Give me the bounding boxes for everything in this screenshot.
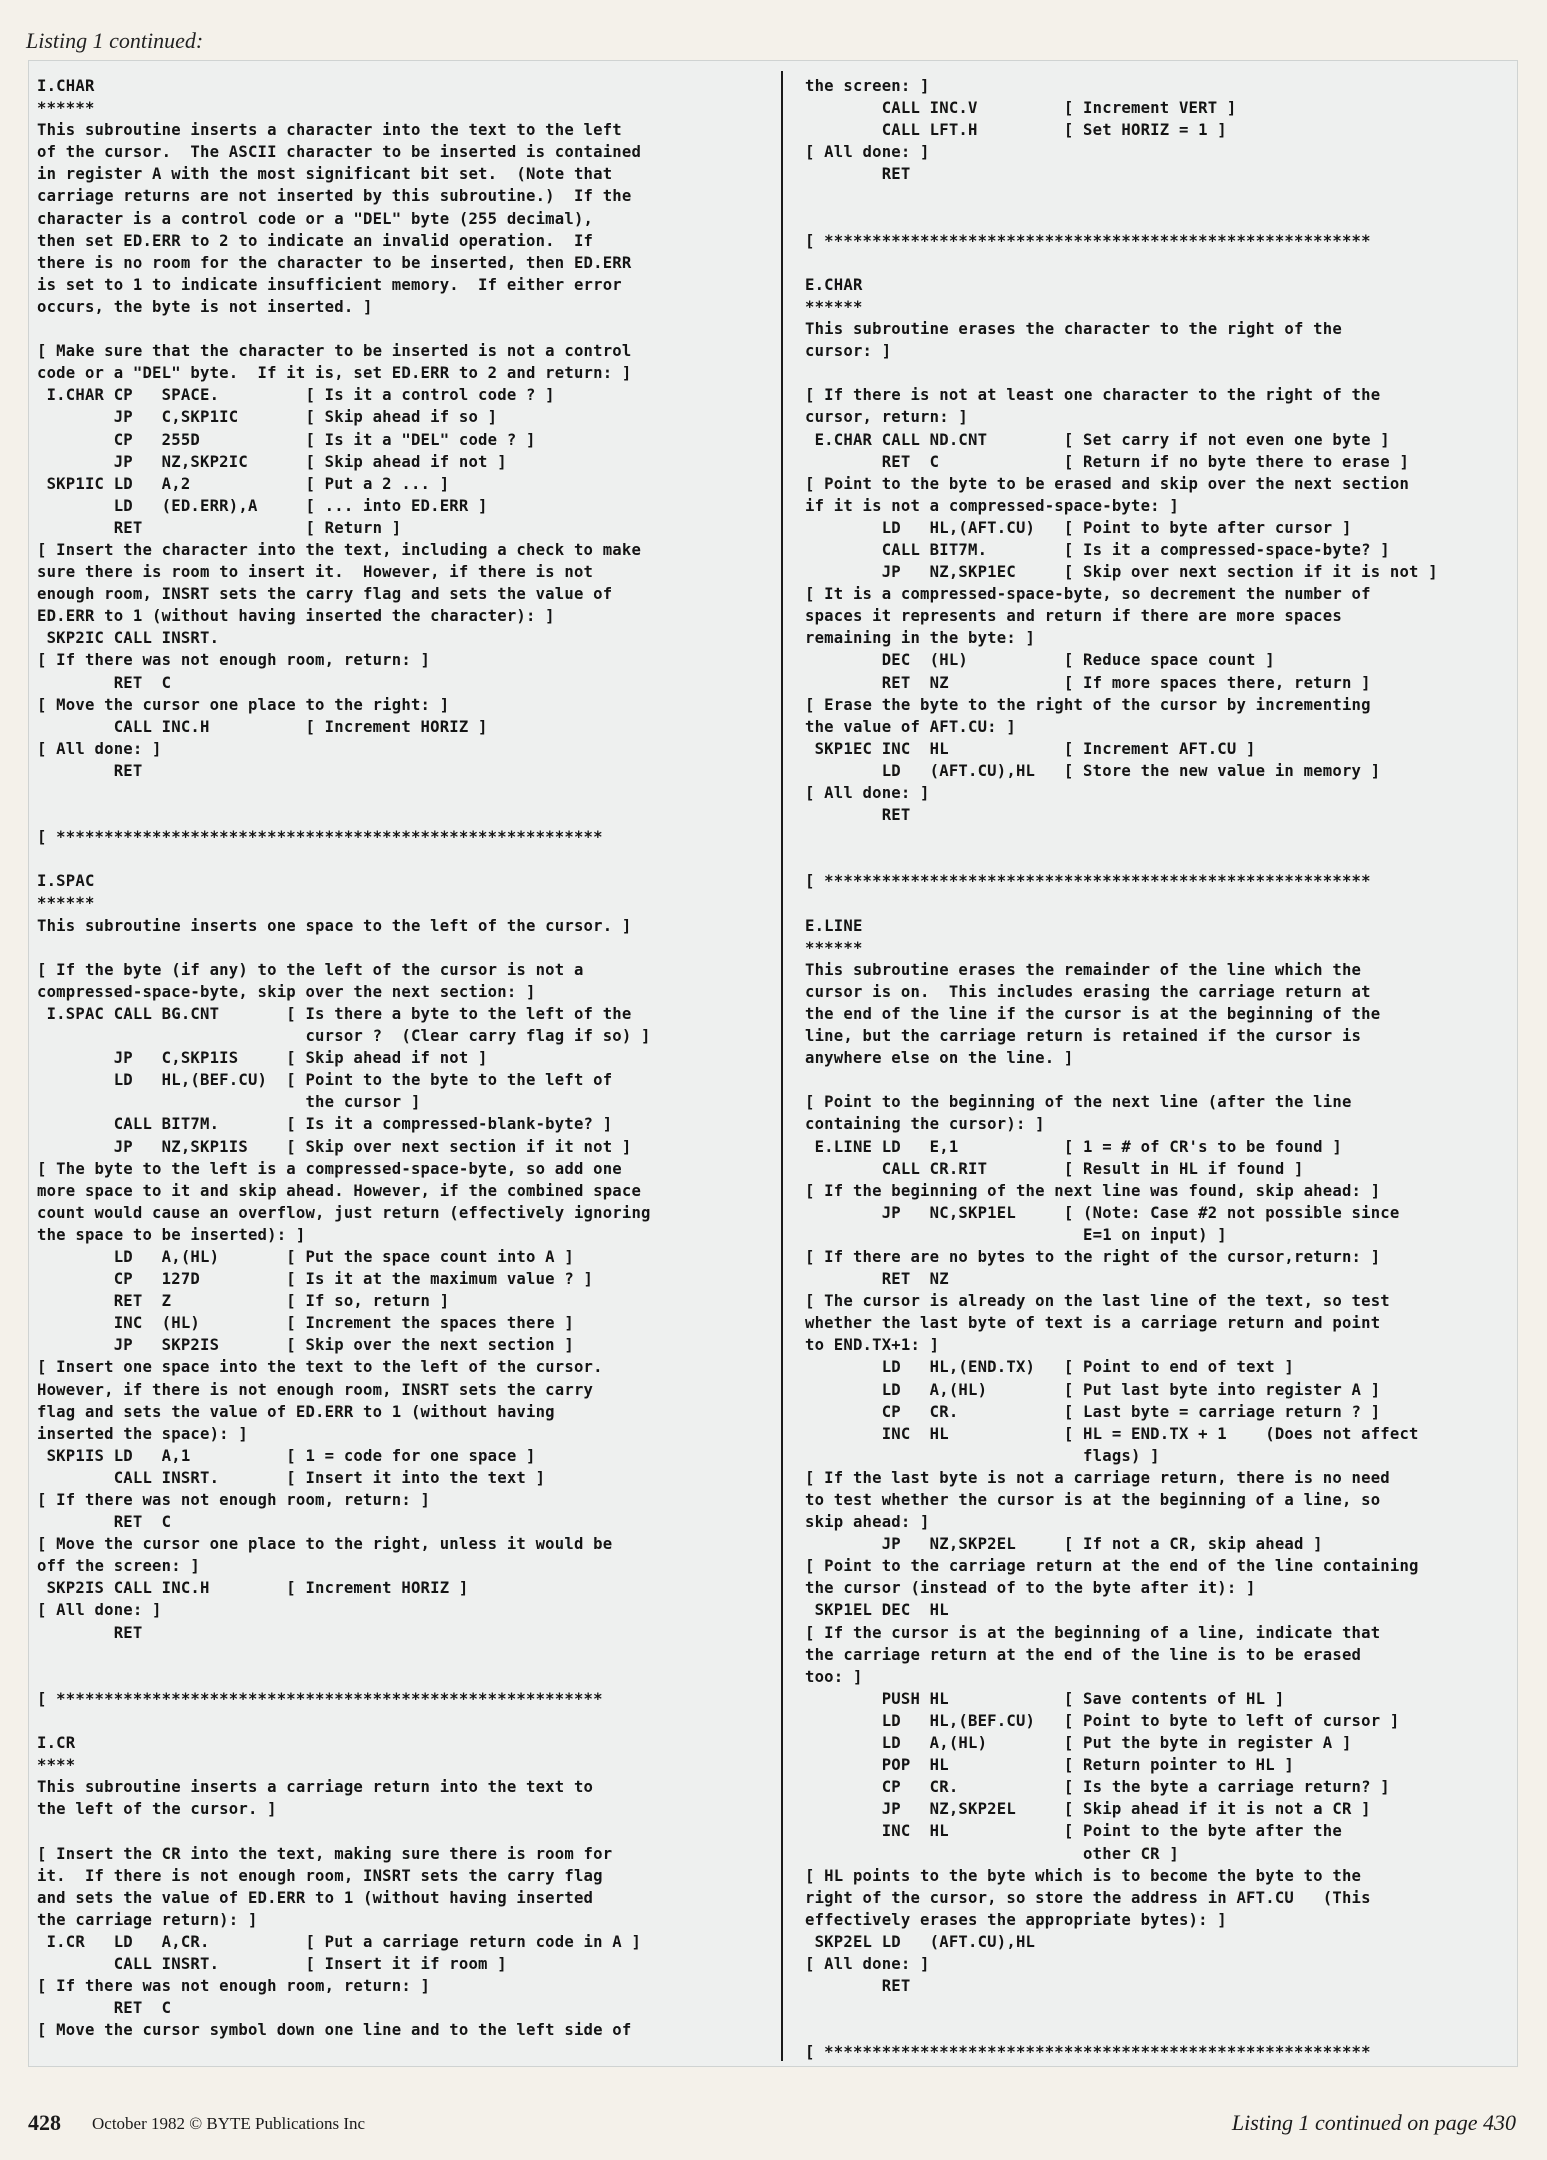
code-line: there is no room for the character to be inserted, then ED.ERR	[37, 253, 632, 272]
code-line: anywhere else on the line. ]	[805, 1049, 1074, 1068]
code-line: skip ahead: ]	[805, 1513, 930, 1532]
code-line: if it is not a compressed-space-byte: ]	[805, 496, 1179, 515]
code-line: the screen: ]	[805, 77, 930, 95]
code-line: SKP2IC CALL INSRT.	[37, 629, 220, 648]
code-line: INC (HL) [ Increment the spaces there ]	[37, 1314, 574, 1333]
code-line: [ Insert the character into the text, including a check to make	[37, 540, 642, 559]
code-line: DEC (HL) [ Reduce space count ]	[805, 651, 1275, 670]
continued-note: Listing 1 continued on page 430	[1231, 2110, 1516, 2135]
code-line: whether the last byte of text is a carriage return and point	[805, 1314, 1381, 1333]
listing-area	[28, 60, 1518, 2067]
code-line: [ All done: ]	[805, 1954, 930, 1973]
code-line: ******	[805, 938, 863, 957]
code-line: more space to it and skip ahead. However, if the combined space	[37, 1181, 642, 1200]
code-line: [ If the beginning of the next line was found, skip ahead: ]	[805, 1181, 1381, 1200]
code-line: then set ED.ERR to 2 to indicate an invalid operation. If	[37, 231, 594, 250]
code-line: CALL LFT.H [ Set HORIZ = 1 ]	[805, 121, 1227, 140]
code-line: [ Make sure that the character to be inserted is not a control	[37, 342, 632, 361]
code-line: I.CHAR CP SPACE. [ Is it a control code ? ]	[37, 386, 555, 405]
code-line: the end of the line if the cursor is at the beginning of the	[805, 1004, 1381, 1023]
code-line: [ If there was not enough room, return: ]	[37, 651, 431, 670]
code-line: [ Point to the beginning of the next line (after the line	[805, 1093, 1352, 1112]
code-line: in register A with the most significant bit set. (Note that	[37, 165, 613, 184]
code-line: JP NZ,SKP2EL [ Skip ahead if it is not a CR ]	[805, 1800, 1371, 1819]
code-line: LD A,(HL) [ Put the space count into A ]	[37, 1247, 574, 1266]
code-line: JP NZ,SKP2IC [ Skip ahead if not ]	[37, 452, 507, 471]
code-line: compressed-space-byte, skip over the next section: ]	[37, 982, 536, 1001]
code-line: [ If the cursor is at the beginning of a line, indicate that	[805, 1623, 1381, 1642]
code-line: CALL CR.RIT [ Result in HL if found ]	[805, 1159, 1304, 1178]
code-line: POP HL [ Return pointer to HL ]	[805, 1756, 1294, 1775]
code-line: E.LINE LD E,1 [ 1 = # of CR's to be found ]	[805, 1137, 1342, 1156]
code-line: E.CHAR	[805, 275, 863, 294]
code-line: ******	[37, 99, 95, 118]
code-line: I.CR	[37, 1734, 76, 1753]
code-line: RET	[805, 165, 911, 184]
code-line: [ *********************************************************	[37, 1689, 603, 1708]
code-line: to END.TX+1: ]	[805, 1336, 940, 1355]
code-line	[37, 1666, 777, 1688]
code-line: [ *********************************************************	[805, 2043, 1371, 2062]
code-line: containing the cursor): ]	[805, 1115, 1045, 1134]
code-line: LD (AFT.CU),HL [ Store the new value in memory ]	[805, 761, 1381, 780]
code-line: [ Insert one space into the text to the left of the cursor.	[37, 1358, 603, 1377]
code-line: count would cause an overflow, just return (effectively ignoring	[37, 1203, 651, 1222]
code-line	[805, 185, 1510, 207]
code-line: SKP2IS CALL INC.H [ Increment HORIZ ]	[37, 1579, 469, 1598]
code-line: RET C	[37, 1513, 172, 1532]
code-line: CP CR. [ Is the byte a carriage return? ]	[805, 1778, 1390, 1797]
code-line: CP 255D [ Is it a "DEL" code ? ]	[37, 430, 536, 449]
listing-right-column	[805, 75, 1510, 2063]
page-footer	[28, 2106, 1516, 2146]
code-line: [ Insert the CR into the text, making sure there is room for	[37, 1844, 613, 1863]
code-line: ED.ERR to 1 (without having inserted the character): ]	[37, 607, 555, 626]
code-line: [ Point to the carriage return at the end of the line containing	[805, 1557, 1419, 1576]
code-line: RET C	[37, 1999, 172, 2018]
code-line: code or a "DEL" byte. If it is, set ED.ERR to 2 and return: ]	[37, 364, 632, 383]
code-line: SKP1EC INC HL [ Increment AFT.CU ]	[805, 739, 1256, 758]
code-line	[805, 1069, 1510, 1091]
code-line: of the cursor. The ASCII character to be inserted is contained	[37, 143, 642, 162]
code-line: [ If there are no bytes to the right of the cursor,return: ]	[805, 1247, 1381, 1266]
code-line: it. If there is not enough room, INSRT sets the carry flag	[37, 1866, 603, 1885]
code-line: RET	[37, 1623, 143, 1642]
code-line: effectively erases the appropriate bytes): ]	[805, 1910, 1227, 1929]
code-line	[37, 937, 777, 959]
code-line: PUSH HL [ Save contents of HL ]	[805, 1689, 1285, 1708]
code-line: RET Z [ If so, return ]	[37, 1292, 450, 1311]
code-line: This subroutine erases the remainder of the line which the	[805, 960, 1362, 979]
code-line: RET NZ	[805, 1270, 949, 1289]
top-caption: Listing 1 continued:	[26, 28, 204, 53]
code-line	[805, 1997, 1510, 2019]
code-line: [ It is a compressed-space-byte, so decrement the number of	[805, 585, 1371, 604]
code-line: other CR ]	[805, 1844, 1179, 1863]
code-line: [ If there is not at least one character to the right of the	[805, 386, 1381, 405]
code-line: cursor is on. This includes erasing the carriage return at	[805, 982, 1371, 1001]
code-line: the value of AFT.CU: ]	[805, 717, 1016, 736]
code-line: JP C,SKP1IC [ Skip ahead if so ]	[37, 408, 498, 427]
code-line: INC HL [ Point to the byte after the	[805, 1822, 1342, 1841]
code-line: RET	[37, 761, 143, 780]
code-line: LD HL,(AFT.CU) [ Point to byte after cursor ]	[805, 518, 1352, 537]
code-line: LD HL,(END.TX) [ Point to end of text ]	[805, 1358, 1294, 1377]
code-line: E=1 on input) ]	[805, 1225, 1227, 1244]
code-line: [ All done: ]	[37, 739, 162, 758]
code-line: [ If there was not enough room, return: ]	[37, 1977, 431, 1996]
code-line: [ *********************************************************	[37, 828, 603, 847]
listing-left-column	[37, 75, 777, 2041]
code-line	[805, 252, 1510, 274]
code-line: [ Move the cursor symbol down one line and to the left side of	[37, 2021, 632, 2040]
code-line: [ All done: ]	[37, 1601, 162, 1620]
code-line: JP NZ,SKP1IS [ Skip over next section if it not ]	[37, 1137, 632, 1156]
code-line: [ All done: ]	[805, 143, 930, 162]
code-line: to test whether the cursor is at the beginning of a line, so	[805, 1491, 1381, 1509]
code-line: CALL INSRT. [ Insert it if room ]	[37, 1954, 507, 1973]
code-line: cursor ? (Clear carry flag if so) ]	[37, 1027, 651, 1046]
code-line: SKP2EL LD (AFT.CU),HL	[805, 1932, 1036, 1951]
code-line: and sets the value of ED.ERR to 1 (without having inserted	[37, 1888, 594, 1907]
code-line: E.CHAR CALL ND.CNT [ Set carry if not even one byte ]	[805, 430, 1390, 449]
code-line: right of the cursor, so store the address in AFT.CU (This	[805, 1888, 1371, 1907]
code-line: JP NZ,SKP2EL [ If not a CR, skip ahead ]	[805, 1535, 1323, 1554]
code-line: CALL INC.H [ Increment HORIZ ]	[37, 717, 488, 736]
code-line: LD HL,(BEF.CU) [ Point to the byte to the left of	[37, 1071, 613, 1090]
code-line: the cursor (instead of to the byte after it): ]	[805, 1579, 1256, 1598]
code-line: [ Point to the byte to be erased and skip over the next section	[805, 474, 1410, 493]
code-line	[37, 318, 777, 340]
code-line: SKP1IS LD A,1 [ 1 = code for one space ]	[37, 1446, 536, 1465]
code-line: [ If there was not enough room, return: ]	[37, 1491, 431, 1509]
code-line: CP CR. [ Last byte = carriage return ? ]	[805, 1402, 1381, 1421]
code-line: SKP1EL DEC HL	[805, 1601, 949, 1620]
code-line: I.CR LD A,CR. [ Put a carriage return code in A ]	[37, 1932, 642, 1951]
code-line	[37, 1644, 777, 1666]
code-line: This subroutine erases the character to the right of the	[805, 320, 1342, 339]
code-line	[37, 848, 777, 870]
code-line: I.SPAC	[37, 872, 95, 891]
code-line: LD A,(HL) [ Put last byte into register A ]	[805, 1380, 1381, 1399]
code-line: character is a control code or a "DEL" byte (255 decimal),	[37, 209, 594, 228]
code-line: JP C,SKP1IS [ Skip ahead if not ]	[37, 1049, 488, 1068]
code-line: remaining in the byte: ]	[805, 629, 1036, 648]
code-line: line, but the carriage return is retained if the cursor is	[805, 1027, 1362, 1046]
code-line: JP NC,SKP1EL [ (Note: Case #2 not possible since	[805, 1203, 1400, 1222]
code-line	[805, 362, 1510, 384]
column-divider	[781, 71, 783, 2061]
code-line: E.LINE	[805, 916, 863, 935]
code-line: LD (ED.ERR),A [ ... into ED.ERR ]	[37, 496, 488, 515]
code-line: RET C	[37, 673, 172, 692]
code-line: CP 127D [ Is it at the maximum value ? ]	[37, 1270, 594, 1289]
code-line: flag and sets the value of ED.ERR to 1 (without having	[37, 1402, 555, 1421]
code-line: the cursor ]	[37, 1093, 421, 1112]
code-line: cursor: ]	[805, 342, 892, 361]
code-line: spaces it represents and return if there are more spaces	[805, 607, 1342, 626]
code-line: enough room, INSRT sets the carry flag and sets the value of	[37, 585, 613, 604]
code-line	[805, 826, 1510, 848]
code-line: sure there is room to insert it. However, if there is not	[37, 563, 594, 582]
code-line: ******	[805, 297, 863, 316]
code-line: CALL INC.V [ Increment VERT ]	[805, 99, 1237, 118]
code-line: cursor, return: ]	[805, 408, 968, 427]
code-line	[37, 804, 777, 826]
code-line: [ If the byte (if any) to the left of the cursor is not a	[37, 960, 584, 979]
code-line: [ The cursor is already on the last line of the text, so test	[805, 1292, 1390, 1311]
code-line: occurs, the byte is not inserted. ]	[37, 297, 373, 316]
code-line: off the screen: ]	[37, 1557, 200, 1576]
code-line	[37, 1710, 777, 1732]
code-line: inserted the space): ]	[37, 1424, 248, 1443]
code-line: CALL BIT7M. [ Is it a compressed-space-byte? ]	[805, 540, 1390, 559]
code-line: This subroutine inserts a character into the text to the left	[37, 121, 622, 140]
code-line: This subroutine inserts a carriage return into the text to	[37, 1778, 594, 1797]
code-line: CALL BIT7M. [ Is it a compressed-blank-byte? ]	[37, 1115, 613, 1134]
code-line: LD HL,(BEF.CU) [ Point to byte to left of cursor ]	[805, 1711, 1400, 1730]
code-line: However, if there is not enough room, INSRT sets the carry	[37, 1380, 594, 1399]
page-number: 428	[28, 2110, 61, 2135]
code-line: [ If the last byte is not a carriage return, there is no need	[805, 1468, 1390, 1487]
code-line: JP NZ,SKP1EC [ Skip over next section if it is not ]	[805, 563, 1438, 582]
code-line: [ Move the cursor one place to the right: ]	[37, 695, 450, 714]
code-line: ****	[37, 1756, 76, 1775]
code-line: [ The byte to the left is a compressed-space-byte, so add one	[37, 1159, 622, 1178]
code-line: [ HL points to the byte which is to become the byte to the	[805, 1866, 1362, 1885]
code-line: RET NZ [ If more spaces there, return ]	[805, 673, 1371, 692]
publication-info: October 1982 © BYTE Publications Inc	[92, 2114, 366, 2133]
code-line: flags) ]	[805, 1446, 1160, 1465]
code-line: SKP1IC LD A,2 [ Put a 2 ... ]	[37, 474, 450, 493]
code-line: ******	[37, 894, 95, 913]
code-line	[37, 1820, 777, 1842]
code-line: the carriage return at the end of the line is to be erased	[805, 1645, 1362, 1664]
code-line: JP SKP2IS [ Skip over the next section ]	[37, 1336, 574, 1355]
code-line: LD A,(HL) [ Put the byte in register A ]	[805, 1734, 1352, 1753]
code-line: [ Move the cursor one place to the right, unless it would be	[37, 1535, 613, 1554]
code-line	[805, 2019, 1510, 2041]
code-line: the carriage return): ]	[37, 1910, 258, 1929]
code-line: CALL INSRT. [ Insert it into the text ]	[37, 1468, 546, 1487]
code-line: too: ]	[805, 1667, 863, 1686]
code-line: carriage returns are not inserted by this subroutine.) If the	[37, 187, 632, 206]
code-line	[805, 848, 1510, 870]
code-line: RET C [ Return if no byte there to erase ]	[805, 452, 1410, 471]
code-line: INC HL [ HL = END.TX + 1 (Does not affect	[805, 1424, 1419, 1443]
code-line: the left of the cursor. ]	[37, 1800, 277, 1819]
code-line: [ All done: ]	[805, 784, 930, 802]
code-line: I.CHAR	[37, 77, 95, 95]
code-line	[805, 892, 1510, 914]
code-line	[37, 782, 777, 804]
code-line: [ *********************************************************	[805, 231, 1371, 250]
code-line: RET	[805, 806, 911, 825]
code-line: [ Erase the byte to the right of the cursor by incrementing	[805, 695, 1371, 714]
code-line	[805, 208, 1510, 230]
code-line: [ *********************************************************	[805, 872, 1371, 891]
code-line: is set to 1 to indicate insufficient memory. If either error	[37, 275, 622, 294]
code-line: the space to be inserted): ]	[37, 1225, 306, 1244]
code-line: This subroutine inserts one space to the left of the cursor. ]	[37, 916, 632, 935]
code-line: RET	[805, 1977, 911, 1996]
code-line: I.SPAC CALL BG.CNT [ Is there a byte to the left of the	[37, 1004, 632, 1023]
code-line: RET [ Return ]	[37, 518, 402, 537]
